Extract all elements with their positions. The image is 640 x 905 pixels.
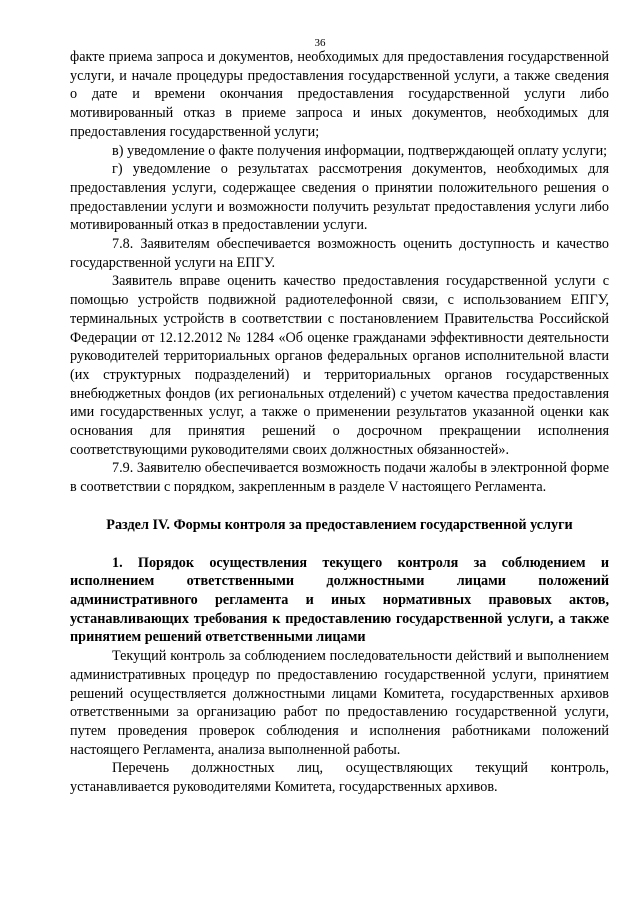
- paragraph-7-8: 7.8. Заявителям обеспечивается возможность оценить доступность и качество государственной услуги на ЕПГУ.: [70, 236, 609, 271]
- spacer: [70, 535, 609, 554]
- paragraph-item-v: в) уведомление о факте получения информации, подтверждающей оплату услуги;: [112, 142, 608, 159]
- paragraph-officials-list: Перечень должностных лиц, осуществляющих текущий контроль, устанавливается руководителями Комитета, государственных архивов.: [70, 760, 609, 796]
- paragraph-item-g: г) уведомление о результатах рассмотрения документов, необходимых для предоставления услуги, содержащее сведения о принятии положительного решения о предоставлении услуги и возможности получить результат предоставления услуги либо мотивированный отказ в предоставлении услуги.: [70, 161, 609, 234]
- paragraph-continuation: факте приема запроса и документов, необходимых для предоставления государственной услуги, и начале процедуры предоставления государственной услуги, а также сведения о дате и времени окончания предоставления государственной услуги либо мотивированный отказ в приеме запроса и иных документов, необходимых для предоставления государственной услуги;: [70, 49, 609, 140]
- paragraph-7-9: 7.9. Заявителю обеспечивается возможность подачи жалобы в электронной форме в соответствии с порядком, закрепленным в разделе V настоящего Регламента.: [70, 460, 609, 496]
- subsection-heading: 1. Порядок осуществления текущего контроля за соблюдением и исполнением ответственными должностными лицами положений административного регламента и иных нормативных правовых актов, устанавливающих требования к предоставлению государственной услуги, а также принятием решений ответственными лицами: [70, 554, 609, 646]
- section-heading: Раздел IV. Формы контроля за предоставлением государственной услуги: [106, 516, 573, 533]
- paragraph-current-control: Текущий контроль за соблюдением последовательности действий и выполнением административных процедур по предоставлению государственной услуги, принятием решений осуществляется должностными лицами Комитета, государственных архивов ответственными за организацию работ по предоставлению государственной услуги, путем проведения проверок соблюдения и исполнения работниками положений настоящего Регламента, анализа выполненной работы.: [70, 648, 609, 758]
- paragraph-quality-assessment: Заявитель вправе оценить качество предоставления государственной услуги с помощью устройств подвижной радиотелефонной связи, с использованием ЕПГУ, терминальных устройств в соответствии с постановлением Правительства Российской Федерации от 12.12.2012 № 1284 «Об оценке гражданами эффективности деятельности руководителей территориальных органов федеральных органов исполнительной власти (их структурных подразделений) и территориальных органов государственных внебюджетных фондов (их региональных отделений) с учетом качества предоставления ими государственных услуг, а также о применении результатов указанной оценки как основания для принятия решений о досрочном прекращении исполнения соответствующими руководителями своих должностных обязанностей».: [70, 273, 609, 458]
- document-body: [70, 48, 609, 797]
- page-number: 36: [314, 37, 326, 49]
- spacer: [70, 497, 609, 516]
